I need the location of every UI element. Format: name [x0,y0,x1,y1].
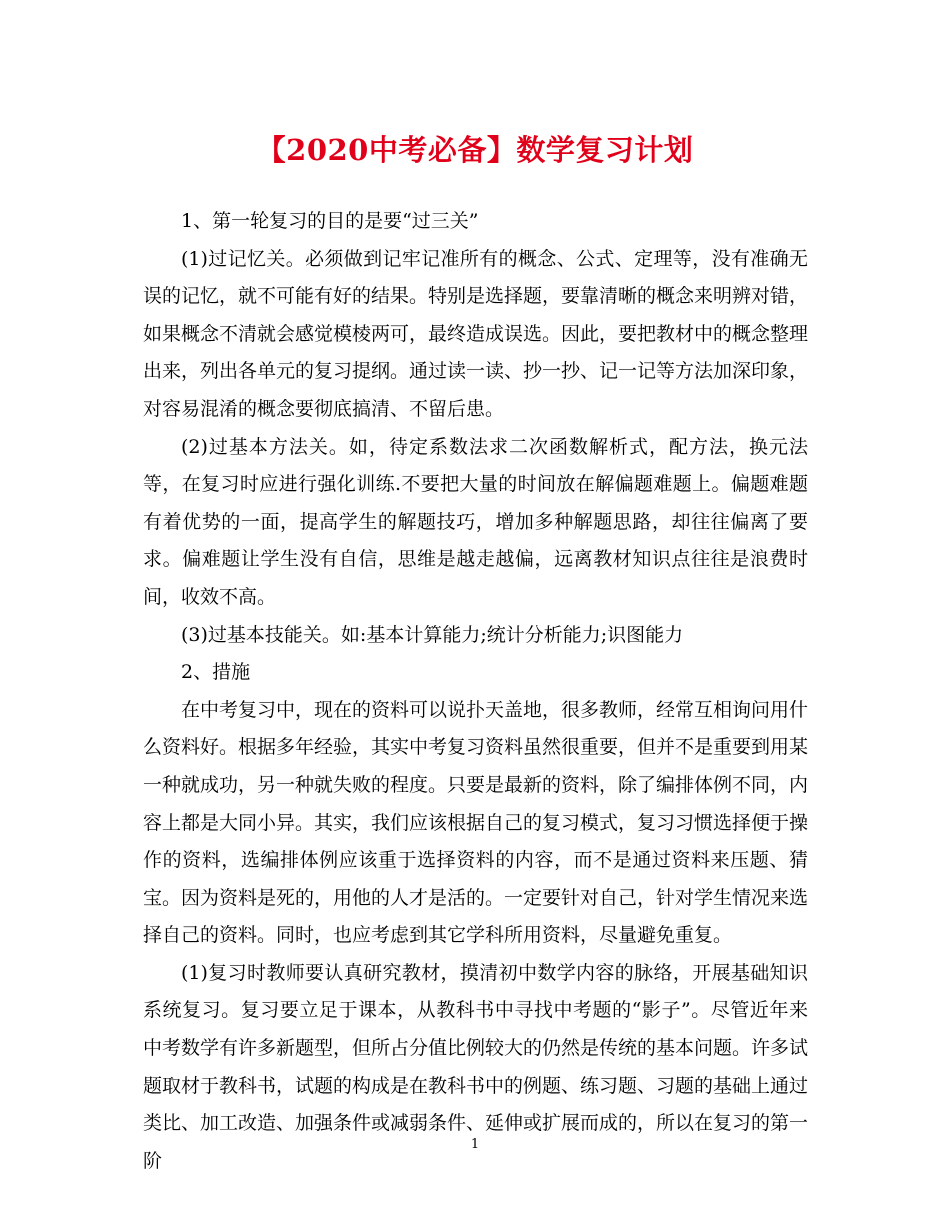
paragraph-section-1-heading: 1、第一轮复习的目的是要“过三关” [181,210,479,232]
paragraph-section-2-heading: 2、措施 [181,661,251,684]
document-title: 【2020中考必备】数学复习计划 [256,133,694,167]
paragraph-materials: 在中考复习中，现在的资料可以说扑天盖地，很多教师，经常互相询问用什么资料好。根据多年经验，其实中考复习资料虽然很重要，但并不是重要到用某一种就成功，另一种就失败的程度。只要是最新的资料，除了编排体例不同，内容上都是大同小异。其实，我们应该根据自己的复习模式，复习习惯选择便于操作的资料，选编排体例应该重于选择资料的内容，而不是通过资料来压题、猜宝。因为资料是死的，用他的人才是活的。一定要针对自己，针对学生情况来选择自己的资料。同时，也应考虑到其它学科所用资料，尽量避免重复。 [143,698,809,947]
paragraph-basic-method-pass: (2)过基本方法关。如，待定系数法求二次函数解析式，配方法，换元法等，在复习时应进行强化训练.不要把大量的时间放在解偏题难题上。偏题难题有着优势的一面，提高学生的解题技巧，增加多种解题思路，却往往偏离了要求。偏难题让学生没有自信，思维是越走越偏，远离教材知识点往往是浪费时间，收效不高。 [143,435,808,608]
paragraph-textbook-review: (1)复习时教师要认真研究教材，摸清初中数学内容的脉络，开展基础知识系统复习。复习要立足于课本，从教科书中寻找中考题的“影子”。尽管近年来中考数学有许多新题型，但所占分值比例较大的仍然是传统的基本问题。许多试题取材于教科书，试题的构成是在教科书中的例题、练习题、习题的基础上通过类比、加工改造、加强条件或减弱条件、延伸或扩展而成的，所以在复习的第一阶 [143,961,809,1172]
paragraph-memory-pass: (1)过记忆关。必须做到记牢记准所有的概念、公式、定理等，没有准确无误的记忆，就不可能有好的结果。特别是选择题，要靠清晰的概念来明辨对错，如果概念不清就会感觉模棱两可，最终造成误选。因此，要把教材中的概念整理出来，列出各单元的复习提纲。通过读一读、抄一抄、记一记等方法加深印象，对容易混淆的概念要彻底搞清、不留后患。 [143,247,809,420]
document-body [143,203,808,1180]
paragraph-basic-skill-pass: (3)过基本技能关。如:基本计算能力;统计分析能力;识图能力 [181,623,684,646]
page-number: 1 [470,1137,480,1152]
